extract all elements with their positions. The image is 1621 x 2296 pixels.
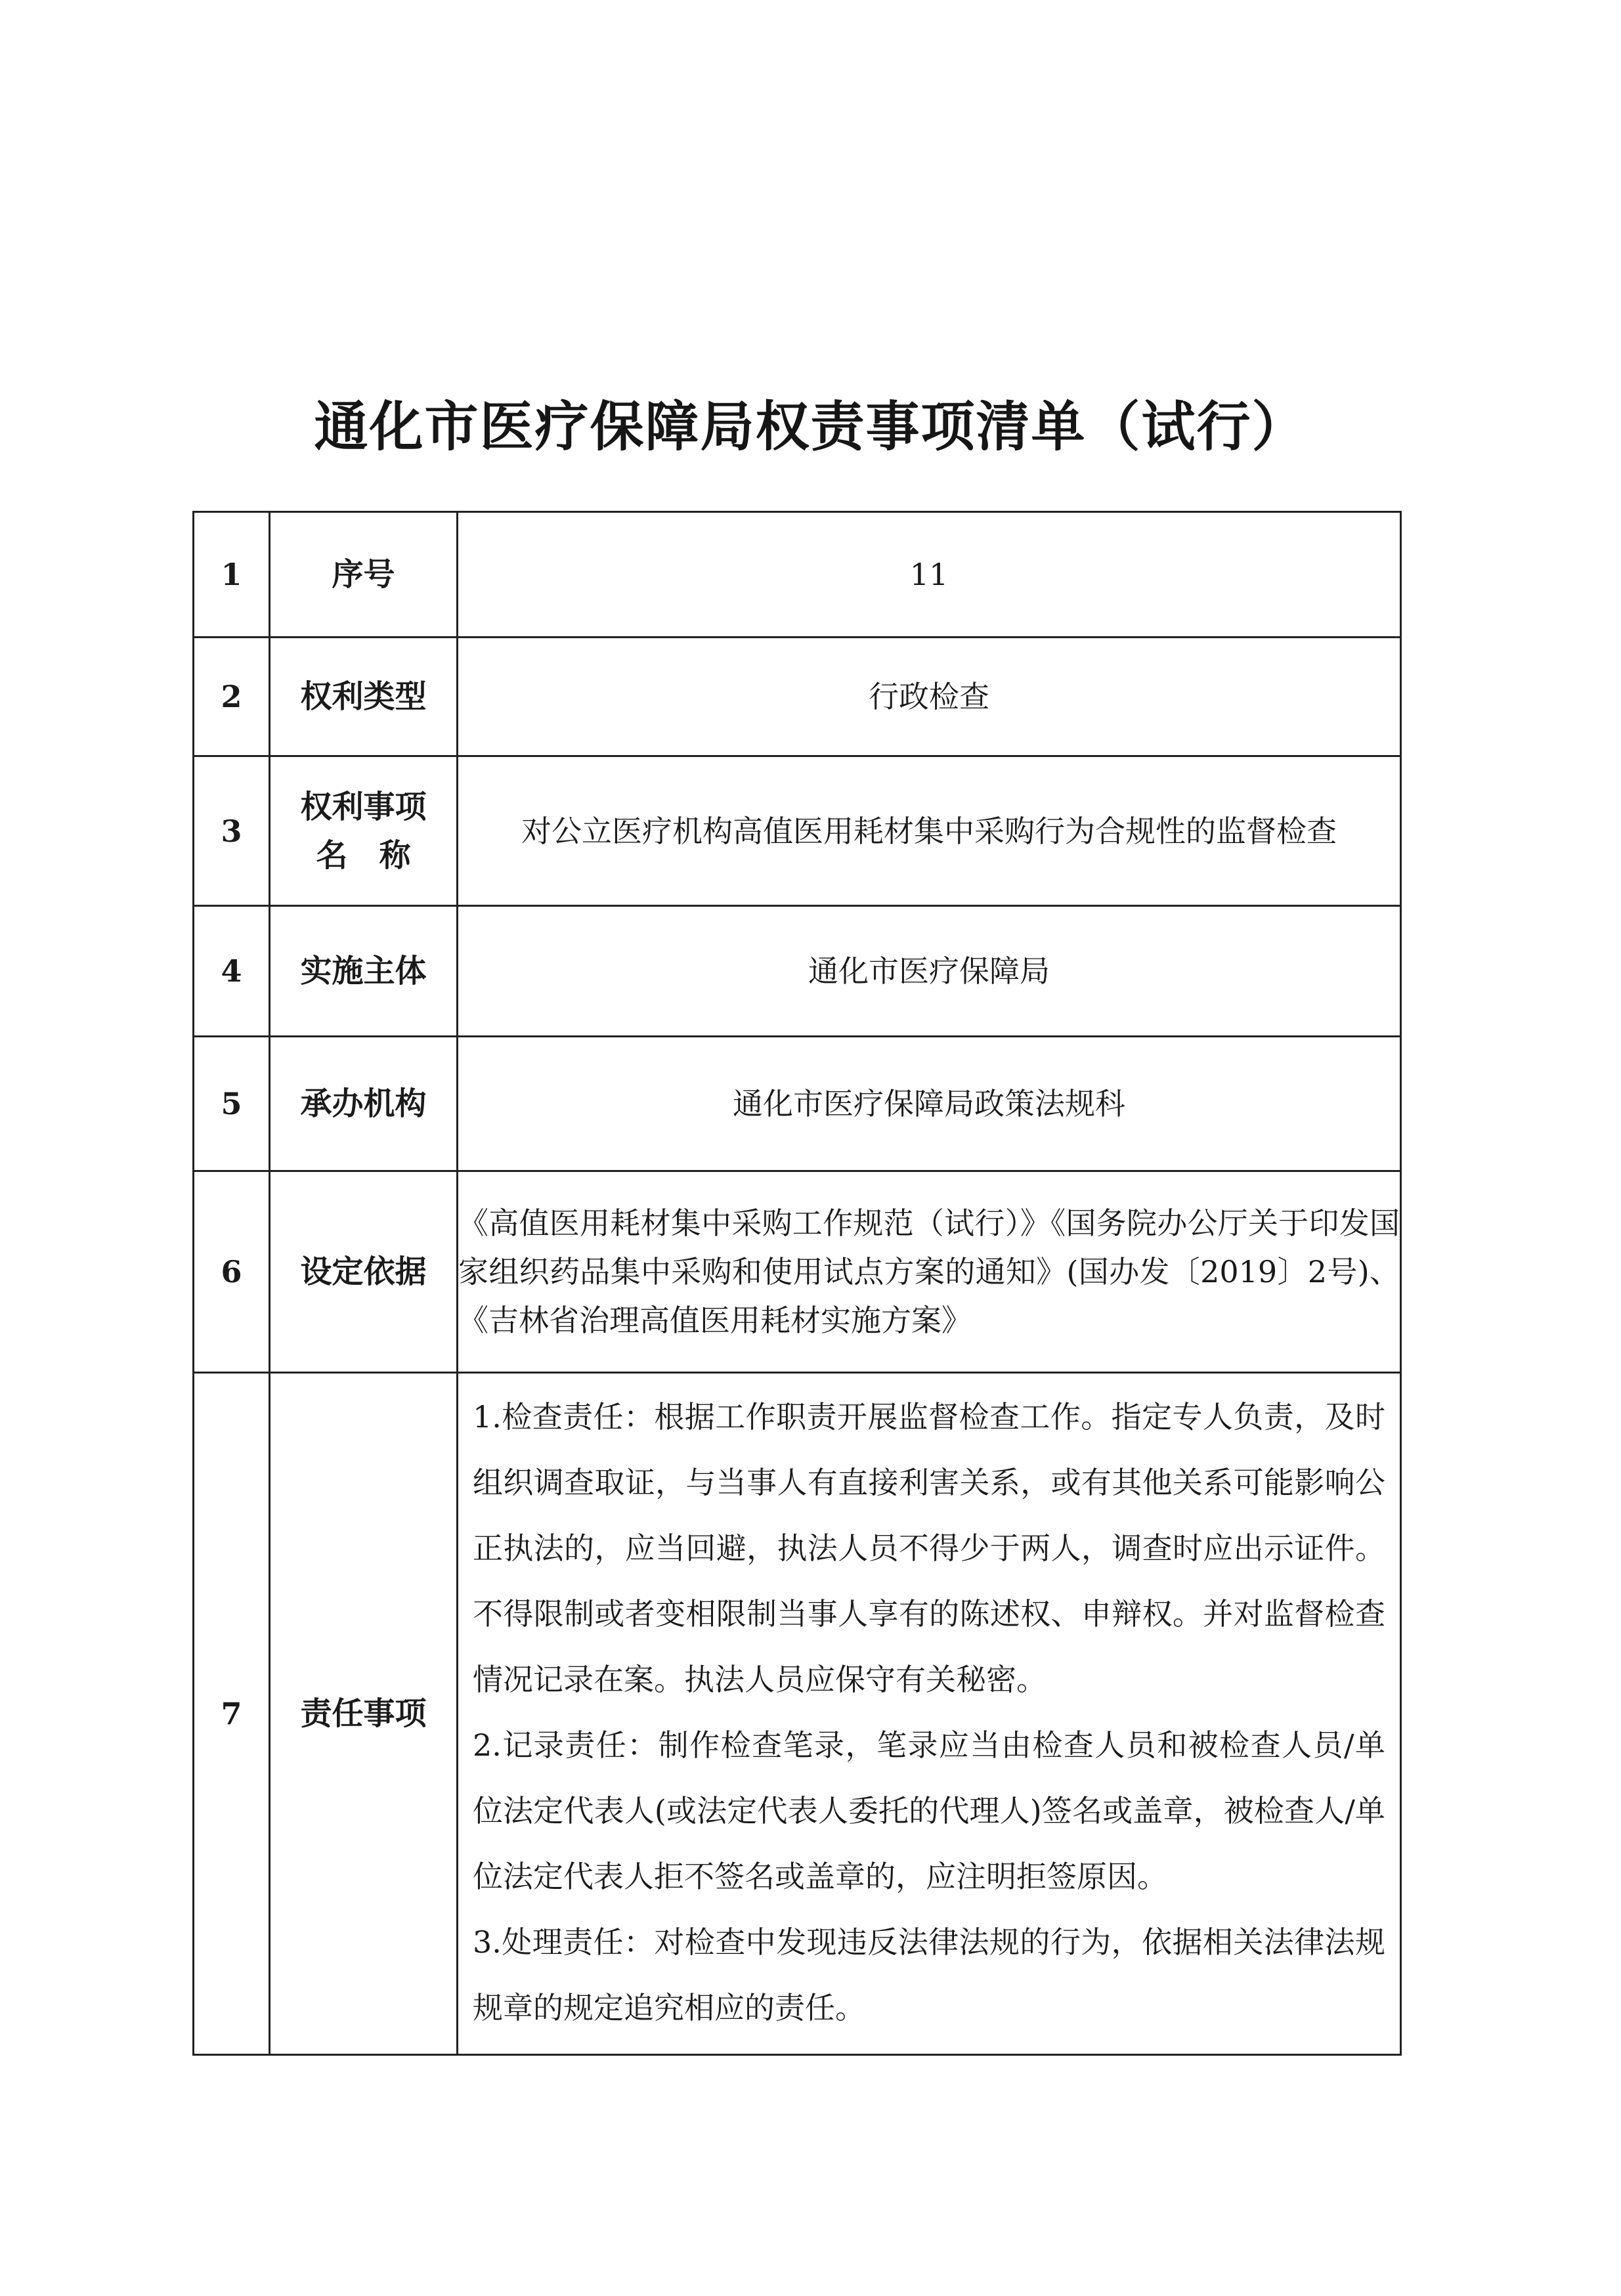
- row-label-line: 权利事项: [300, 788, 427, 825]
- document-title: 通化市医疗保障局权责事项清单（试行）: [314, 396, 1307, 458]
- row-value: 通化市医疗保障局政策法规科: [458, 1037, 1401, 1171]
- table-row: [194, 512, 1401, 638]
- duty-paragraph: 1.检查责任：根据工作职责开展监督检查工作。指定专人负责，及时组织调查取证，与当事人有直接利害关系，或有其他关系可能影响公正执法的，应当回避，执法人员不得少于两人，调查时应出示证件。不得限制或者变相限制当事人享有的陈述权、申辩权。并对监督检查情况记录在案。执法人员应保守有关秘密。: [473, 1399, 1385, 1697]
- row-label: 序号: [270, 512, 458, 638]
- row-number: 6: [194, 1171, 270, 1373]
- row-value: 对公立医疗机构高值医用耗材集中采购行为合规性的监督检查: [458, 756, 1401, 906]
- table-row: [194, 906, 1401, 1037]
- row-value: 《高值医用耗材集中采购工作规范（试行）》《国务院办公厅关于印发国家组织药品集中采购和使用试点方案的通知》(国办发〔2019〕2号)、《吉林省治理高值医用耗材实施方案》: [458, 1171, 1401, 1373]
- duty-paragraph: 3.处理责任：对检查中发现违反法律法规的行为，依据相关法律法规规章的规定追究相应的责任。: [473, 1924, 1385, 2025]
- duty-paragraphs: [458, 1374, 1400, 2054]
- row-label: 设定依据: [270, 1171, 458, 1373]
- row-number: 7: [194, 1373, 270, 2055]
- row-number: 2: [194, 638, 270, 756]
- table-row: [194, 1037, 1401, 1171]
- duty-paragraph: 2.记录责任：制作检查笔录，笔录应当由检查人员和被检查人员/单位法定代表人(或法定代表人委托的代理人)签名或盖章，被检查人/单位法定代表人拒不签名或盖章的，应注明拒签原因。: [473, 1727, 1385, 1894]
- table-row: [194, 1373, 1401, 2055]
- row-label-line: 名 称: [316, 836, 411, 874]
- row-label: [270, 756, 458, 906]
- row-number: 3: [194, 756, 270, 906]
- row-number: 1: [194, 512, 270, 638]
- row-value: 11: [458, 512, 1401, 638]
- row-value: 行政检查: [458, 638, 1401, 756]
- row-value: 通化市医疗保障局: [458, 906, 1401, 1037]
- row-label: 承办机构: [270, 1037, 458, 1171]
- table-row: [194, 756, 1401, 906]
- row-label: 权利类型: [270, 638, 458, 756]
- row-number: 4: [194, 906, 270, 1037]
- row-value: [458, 1373, 1401, 2055]
- duty-table: [192, 511, 1402, 2056]
- row-label: 责任事项: [270, 1373, 458, 2055]
- table-row: [194, 638, 1401, 756]
- row-number: 5: [194, 1037, 270, 1171]
- row-label: 实施主体: [270, 906, 458, 1037]
- table-row: [194, 1171, 1401, 1373]
